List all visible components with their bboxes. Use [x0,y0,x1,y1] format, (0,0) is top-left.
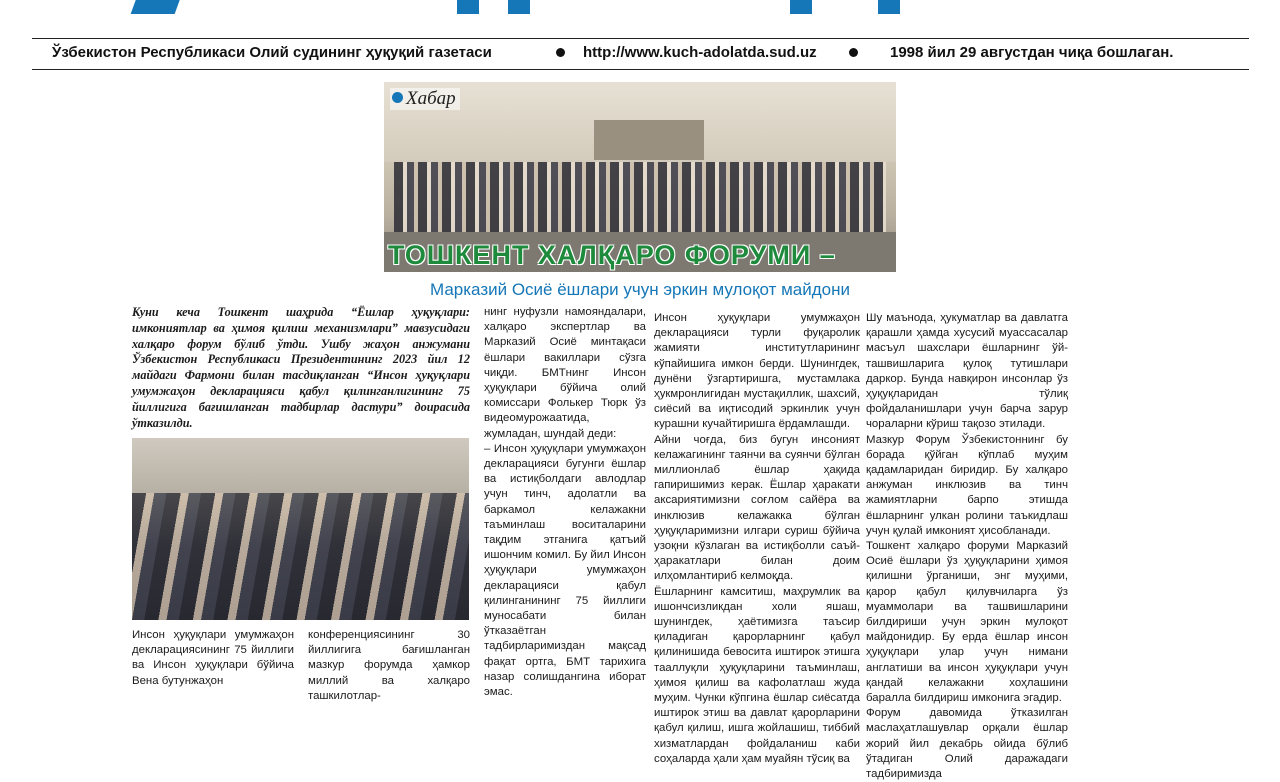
body-text-col3: Инсон ҳуқуқлари умумжаҳон декларацияси турли фуқаролик жамияти институтларининг кўпайишига имкон берди. Шунингдек, дунёни ўзгартиришга, мустамлака ҳукмронлигидан мустақиллик, шахсий, сиёсий ва иқтисодий эркинлик учун курашни кучайтиришга ёрдамлашди. Айни чоғда, биз бугун инсоният келажагининг таянчи ва суянчи бўлган миллионлаб ёшлар ҳақида гапиришимиз керак. Ёшлар ҳаракати аксариятимизни соғлом сайёра ва инклюзив келажакка бўлган ҳуқуқларимизни илгари суриш бўйича узоқни кўзлаган ва истиқболли саъй-ҳаракатлари билан доим илҳомлантириб келмоқда. Ёшларнинг камситиш, маҳрумлик ва ишончсизликдан холи яшаш, шунингдек, ҳаётимизга таъсир қиладиган қарорларнинг қабул қилинишида бевосита иштирок этишга тааллуқли ҳуқуқларини таъминлаш, ҳимоя қилиш ва кафолатлаш жуда муҳим. Чунки кўпгина ёшлар сиёсатда иштирок этиш ва давлат қарорларини қабул қилиш, ишга жойлашиш, тиббий хизматлардан фойдаланиш каби соҳаларда ҳали ҳам муайян тўсиқ ва [654,312,860,765]
body-text-col1a: Инсон ҳуқуқлари умумжаҳон декларациясининг 75 йиллиги ва Инсон ҳуқуқлари бўйича Вена бутунжаҳон [132,629,294,687]
separator-dot [556,48,565,57]
top-rule [32,38,1249,39]
section-kicker: Хабар [390,88,460,110]
body-text-col4: Шу маънода, ҳукуматлар ва давлатга қарашли ҳамда хусусий муассасалар масъул шахслари ёшларнинг ўй-ташвишларига қулоқ тутишлари даркор. Бунда навқирон инсонлар ўз ҳуқуқларидан тўлиқ фойдаланишлари учун барча зарур чораларни кўриш тақозо этилади. Мазкур Форум Ўзбекистоннинг бу борада қўйган кўплаб муҳим қадамларидан биридир. Бу халқаро анжуман инклюзив ва тинч жамиятларни барпо этишда ёшларнинг улкан ролини таъкидлаш учун қулай имконият ҳисобланади. Тошкент халқаро форуми Марказий Осиё ёшлари ўз ҳуқуқларини ҳимоя қилишни ўрганиши, энг муҳими, қарор қабул қилувчиларга ўз муаммолари ва ташвишларини билдириши учун эркин мулоқот майдонидир. Бу ерда ёшлар инсон ҳуқуқлари улар учун нимани англатиши ва инсон ҳуқуқлари учун қандай келажакни хоҳлашини баралла билдириш имконига эгадир. Форум давомида ўтказилган маслаҳатлашувлар орқали ёшлар жорий йил декабрь ойида бўлиб ўтадиган Олий даражадаги тадбиримизда [866,312,1068,781]
separator-dot [849,48,858,57]
masthead-info-line [52,41,1232,63]
since-text: 1998 йил 29 августдан чиқа бошлаган. [890,44,1174,61]
bottom-rule [32,69,1249,70]
body-text-col1b: конференциясининг 30 йиллигига бағишланган мазкур форумда ҳамкор миллий ва халқаро ташкилотлар- [308,629,470,702]
masthead-logo-fragment [0,0,1280,14]
lead-paragraph: Куни кеча Тошкент шаҳрида “Ёшлар ҳуқуқлари: имкониятлар ва ҳимоя қилиш механизмлари” мавзусидаги халқаро форум бўлиб ўтди. Ушбу жаҳон анжумани Ўзбекистон Республикаси Президентининг 2023 йил 12 майдаги Фармони билан тасдиқланган “Инсон ҳуқуқлари умумжаҳон декларацияси қабул қилинганлигининг 75 йиллигига бағишланган тадбирлар дастури” доирасида ўтказилди. [132,305,470,430]
subheadline: Марказий Осиё ёшлари учун эркин мулоқот майдони [429,280,851,299]
publisher-text: Ўзбекистон Республикаси Олий судининг ҳуқуқий газетаси [52,44,492,61]
conference-hall-photo [132,438,469,620]
headline: ТОШКЕНТ ХАЛҚАРО ФОРУМИ – [388,240,836,270]
website-link[interactable]: http://www.kuch-adolatda.sud.uz [583,44,817,61]
body-text-col2: нинг нуфузли намояндалари, халқаро экспертлар ва Марказий Осиё минтақаси ёшлари вакиллари сўзга чиқди. БМТнинг Инсон ҳуқуқлари бўйича олий комиссари Фолькер Тюрк ўз видеомурожаатида, жумладан, шундай деди: – Инсон ҳуқуқлари умумжаҳон декларацияси бугунги ёшлар ва истиқболдаги авлодлар учун тинч, адолатли ва баркамол келажакни таъминлаш воситаларини тақдим этганига қатъий ишончим комил. Бу йил Инсон ҳуқуқлари умумжаҳон декларацияси қабул қилинганининг 75 йиллиги муносабати билан ўтказаётган тадбирларимиздан мақсад фақат ортга, БМТ тарихига назар солишдангина иборат эмас. [484,306,646,699]
bullet-icon [392,92,403,103]
